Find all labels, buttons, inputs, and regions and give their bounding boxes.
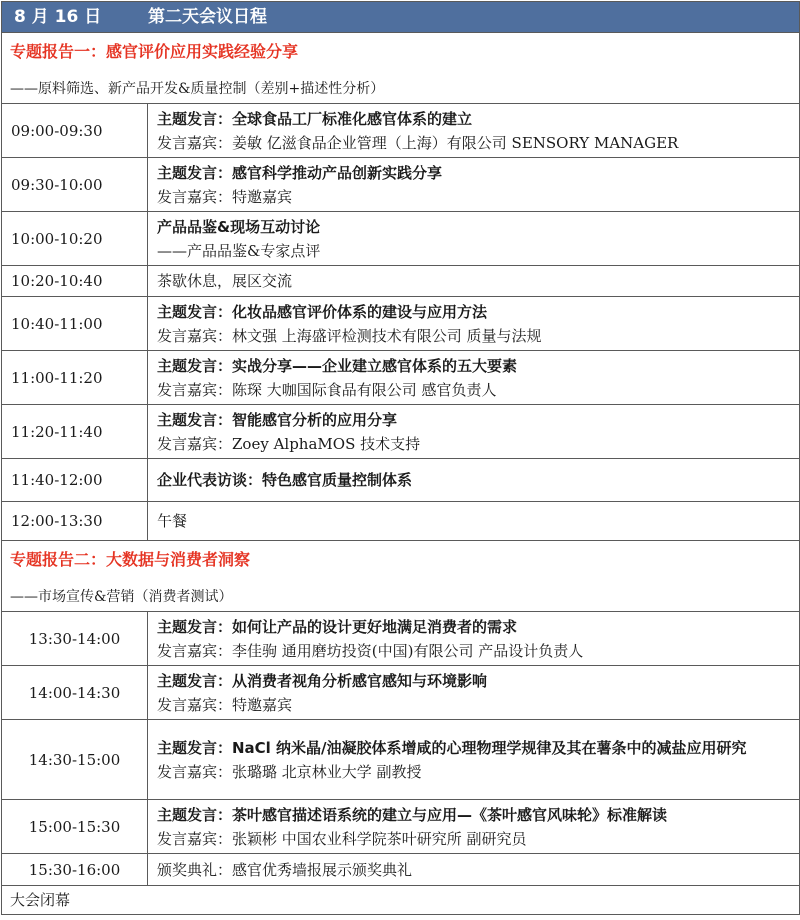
time-slot: 15:30-16:00	[2, 854, 148, 886]
closing-text: 大会闭幕	[2, 886, 800, 915]
session-cell	[148, 612, 800, 666]
time-slot: 13:30-14:00	[2, 612, 148, 666]
session-topic: 主题发言：茶叶感官描述语系统的建立与应用—《茶叶感官风味轮》标准解读	[157, 805, 668, 824]
session-cell	[148, 212, 800, 266]
session-topic: 主题发言：智能感官分析的应用分享	[157, 410, 398, 429]
agenda-row	[2, 158, 800, 212]
agenda-row	[2, 612, 800, 666]
section-1-header	[2, 33, 800, 104]
agenda-row	[2, 800, 800, 854]
time-slot: 11:00-11:20	[2, 351, 148, 405]
session-topic: 主题发言：全球食品工厂标准化感官体系的建立	[157, 109, 473, 128]
time-slot: 10:00-10:20	[2, 212, 148, 266]
time-slot: 09:00-09:30	[2, 104, 148, 158]
session-speaker: 发言嘉宾：特邀嘉宾	[157, 187, 293, 206]
section-2-header	[2, 541, 800, 612]
time-slot: 09:30-10:00	[2, 158, 148, 212]
break-text: 午餐	[148, 502, 800, 541]
agenda-row	[2, 351, 800, 405]
time-slot: 11:20-11:40	[2, 405, 148, 459]
session-speaker: 发言嘉宾：林文强 上海盛评检测技术有限公司 质量与法规	[157, 326, 542, 345]
session-speaker: 发言嘉宾：特邀嘉宾	[157, 695, 293, 714]
session-speaker: 发言嘉宾：姜敏 亿滋食品企业管理（上海）有限公司 SENSORY MANAGER	[157, 133, 679, 152]
session-cell	[148, 405, 800, 459]
agenda-row	[2, 104, 800, 158]
section-2-title: 专题报告二：大数据与消费者洞察	[10, 550, 251, 569]
session-cell	[148, 158, 800, 212]
agenda-row	[2, 666, 800, 720]
session-cell	[148, 800, 800, 854]
agenda-row	[2, 405, 800, 459]
closing-row	[2, 886, 800, 915]
session-speaker: 发言嘉宾：张颖彬 中国农业科学院茶叶研究所 副研究员	[157, 829, 527, 848]
ceremony-text: 颁奖典礼：感官优秀墙报展示颁奖典礼	[148, 854, 800, 886]
session-cell	[148, 104, 800, 158]
header-date: 8 月 16 日	[14, 7, 102, 27]
agenda-row	[2, 459, 800, 502]
session-topic: 主题发言：NaCl 纳米晶/油凝胶体系增咸的心理物理学规律及其在薯条中的减盐应用研究	[157, 738, 747, 757]
header-bar	[2, 2, 800, 33]
section-1-title: 专题报告一：感官评价应用实践经验分享	[10, 42, 299, 61]
session-topic: 主题发言：化妆品感官评价体系的建设与应用方法	[157, 302, 488, 321]
agenda-document	[1, 1, 799, 918]
session-subtitle: ——产品品鉴&专家点评	[157, 241, 321, 260]
session-topic: 主题发言：感官科学推动产品创新实践分享	[157, 163, 443, 182]
agenda-row	[2, 297, 800, 351]
section-2-subtitle: ——市场宣传&营销（消费者测试）	[10, 589, 233, 605]
session-cell	[148, 351, 800, 405]
agenda-row	[2, 266, 800, 297]
section-1-subtitle: ——原料筛选、新产品开发&质量控制（差别+描述性分析）	[10, 81, 385, 97]
session-speaker: 发言嘉宾：陈琛 大咖国际食品有限公司 感官负责人	[157, 380, 497, 399]
session-topic: 主题发言：实战分享——企业建立感官体系的五大要素	[157, 356, 518, 375]
time-slot: 10:20-10:40	[2, 266, 148, 297]
agenda-row	[2, 502, 800, 541]
break-text: 茶歇休息，展区交流	[148, 266, 800, 297]
header-title: 第二天会议日程	[148, 7, 267, 27]
time-slot: 14:30-15:00	[2, 720, 148, 800]
session-cell	[148, 720, 800, 800]
time-slot: 14:00-14:30	[2, 666, 148, 720]
agenda-table	[1, 1, 800, 915]
agenda-row	[2, 212, 800, 266]
session-topic: 企业代表访谈：特色感官质量控制体系	[148, 459, 800, 502]
session-speaker: 发言嘉宾：Zoey AlphaMOS 技术支持	[157, 434, 421, 453]
agenda-row	[2, 854, 800, 886]
session-cell	[148, 666, 800, 720]
session-topic: 主题发言：从消费者视角分析感官感知与环境影响	[157, 671, 488, 690]
time-slot: 10:40-11:00	[2, 297, 148, 351]
time-slot: 11:40-12:00	[2, 459, 148, 502]
session-speaker: 发言嘉宾：李佳驹 通用磨坊投资(中国)有限公司 产品设计负责人	[157, 641, 584, 660]
session-speaker: 发言嘉宾：张璐璐 北京林业大学 副教授	[157, 762, 422, 781]
session-topic: 主题发言：如何让产品的设计更好地满足消费者的需求	[157, 617, 518, 636]
time-slot: 12:00-13:30	[2, 502, 148, 541]
session-cell	[148, 297, 800, 351]
agenda-row	[2, 720, 800, 800]
session-topic: 产品品鉴&现场互动讨论	[157, 217, 321, 236]
time-slot: 15:00-15:30	[2, 800, 148, 854]
